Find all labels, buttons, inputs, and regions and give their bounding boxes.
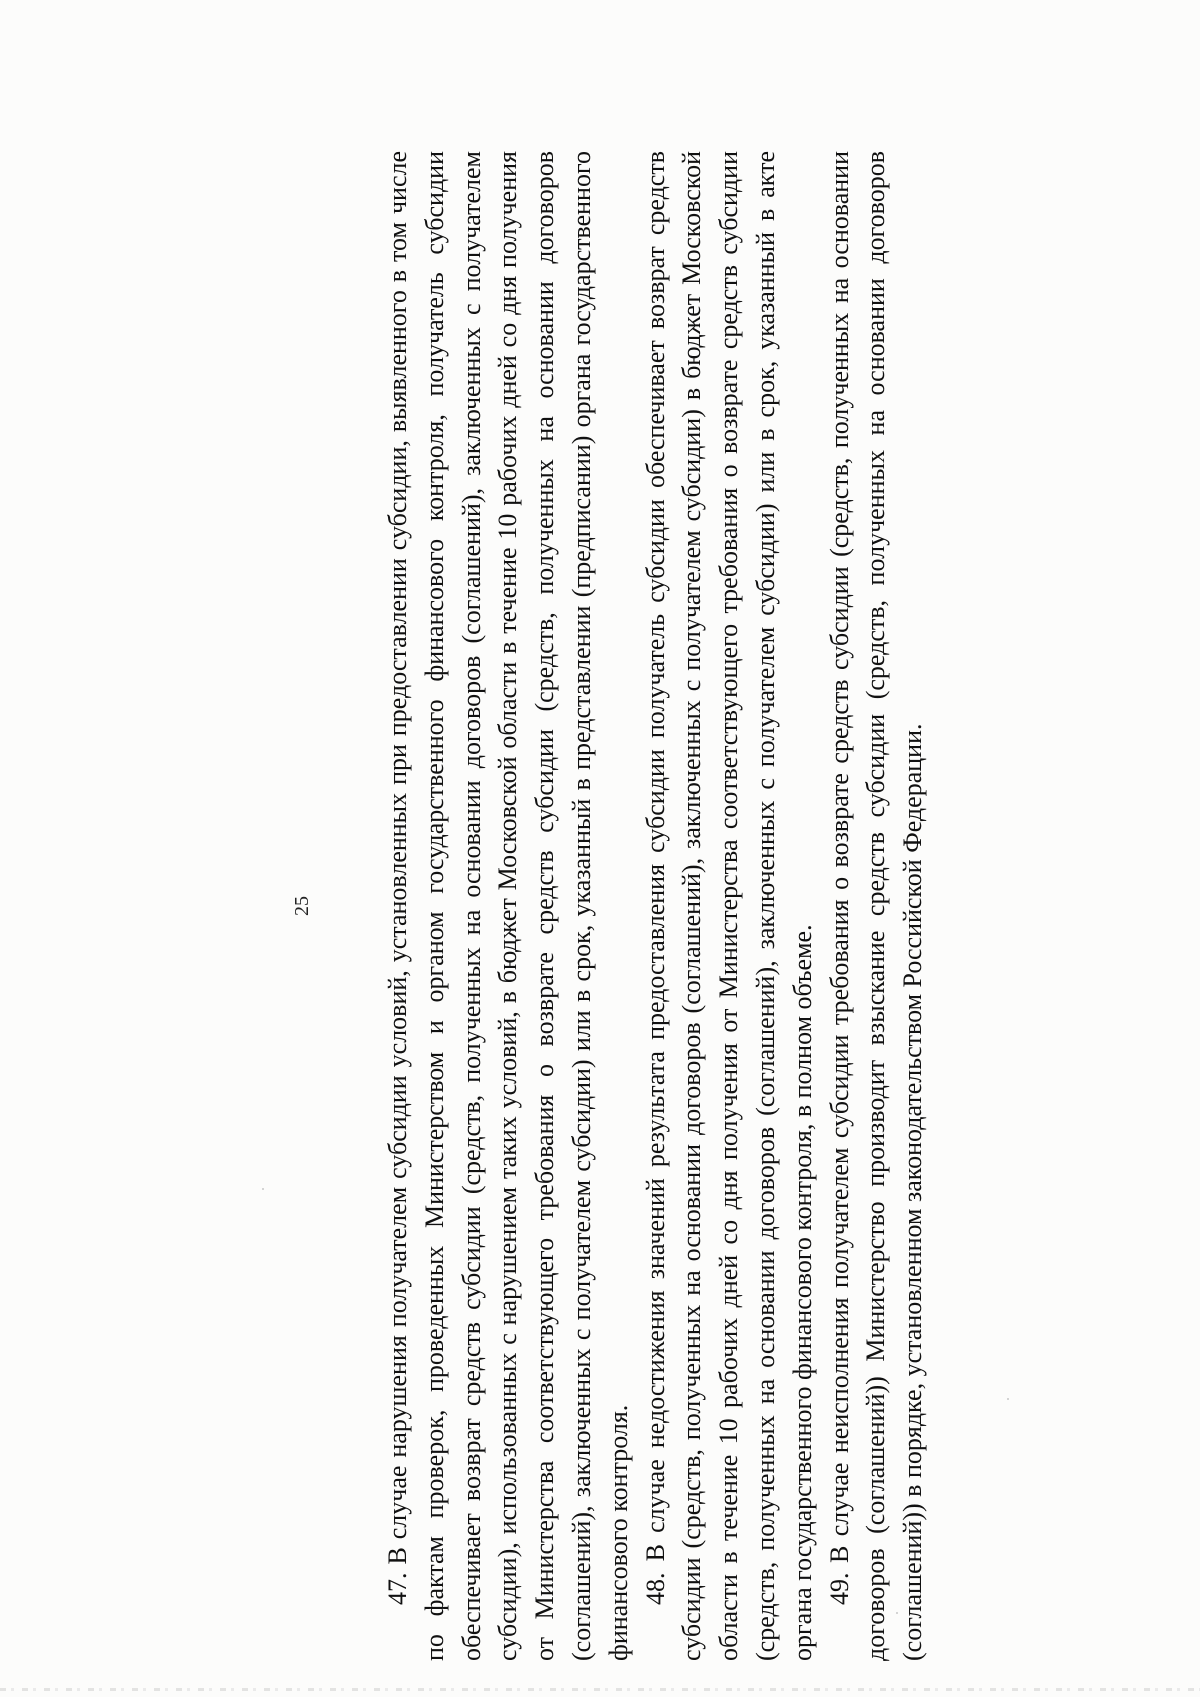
scan-speck [1007,1398,1009,1400]
scan-speck [262,1188,264,1190]
rotated-content [291,151,1020,1661]
paragraph-47: 47. В случае нарушения получателем субсидии условий, установленных при предоставлении субсидии, выявленного в том числе по фактам проверок, проведенных Министерством и органом государственного финансового контроля, получатель субсидии обеспечивает возврат средств субсидии (средств, полученных на основании договоров (соглашений), заключенных с получателем субсидии), использованных с нарушением таких условий, в бюджет Московской области в течение 10 рабочих дней со дня получения от Министерства соответствующего требования о возврате средств субсидии (средств, полученных на основании договоров (соглашений), заключенных с получателем субсидии) или в срок, указанный в представлении (предписании) органа государственного финансового контроля. [383,151,633,1661]
paragraph-49: 49. В случае неисполнения получателем субсидии требования о возврате средств субсидии (средств, полученных на основании договоров (соглашений)) Министерство производит взыскание средств субсидии (средств, полученных на основании договоров (соглашений)) в порядке, установленном законодательством Российской Федерации. [824,151,928,1661]
paragraph-48: 48. В случае недостижения значений результата предоставления субсидии получатель субсидии обеспечивает возврат средств субсидии (средств, полученных на основании договоров (соглашений), заключенных с получателем субсидии) в бюджет Московской области в течение 10 рабочих дней со дня получения от Министерства соответствующего требования о возврате средств субсидии (средств, полученных на основании договоров (соглашений), заключенных с получателем субсидии) или в срок, указанный в акте органа государственного финансового контроля, в полном объеме. [640,151,817,1661]
scan-edge-artifact [0,1688,1200,1691]
scan-speck [896,1612,898,1614]
page-number: 25 [291,896,313,916]
document-body [380,151,932,1661]
